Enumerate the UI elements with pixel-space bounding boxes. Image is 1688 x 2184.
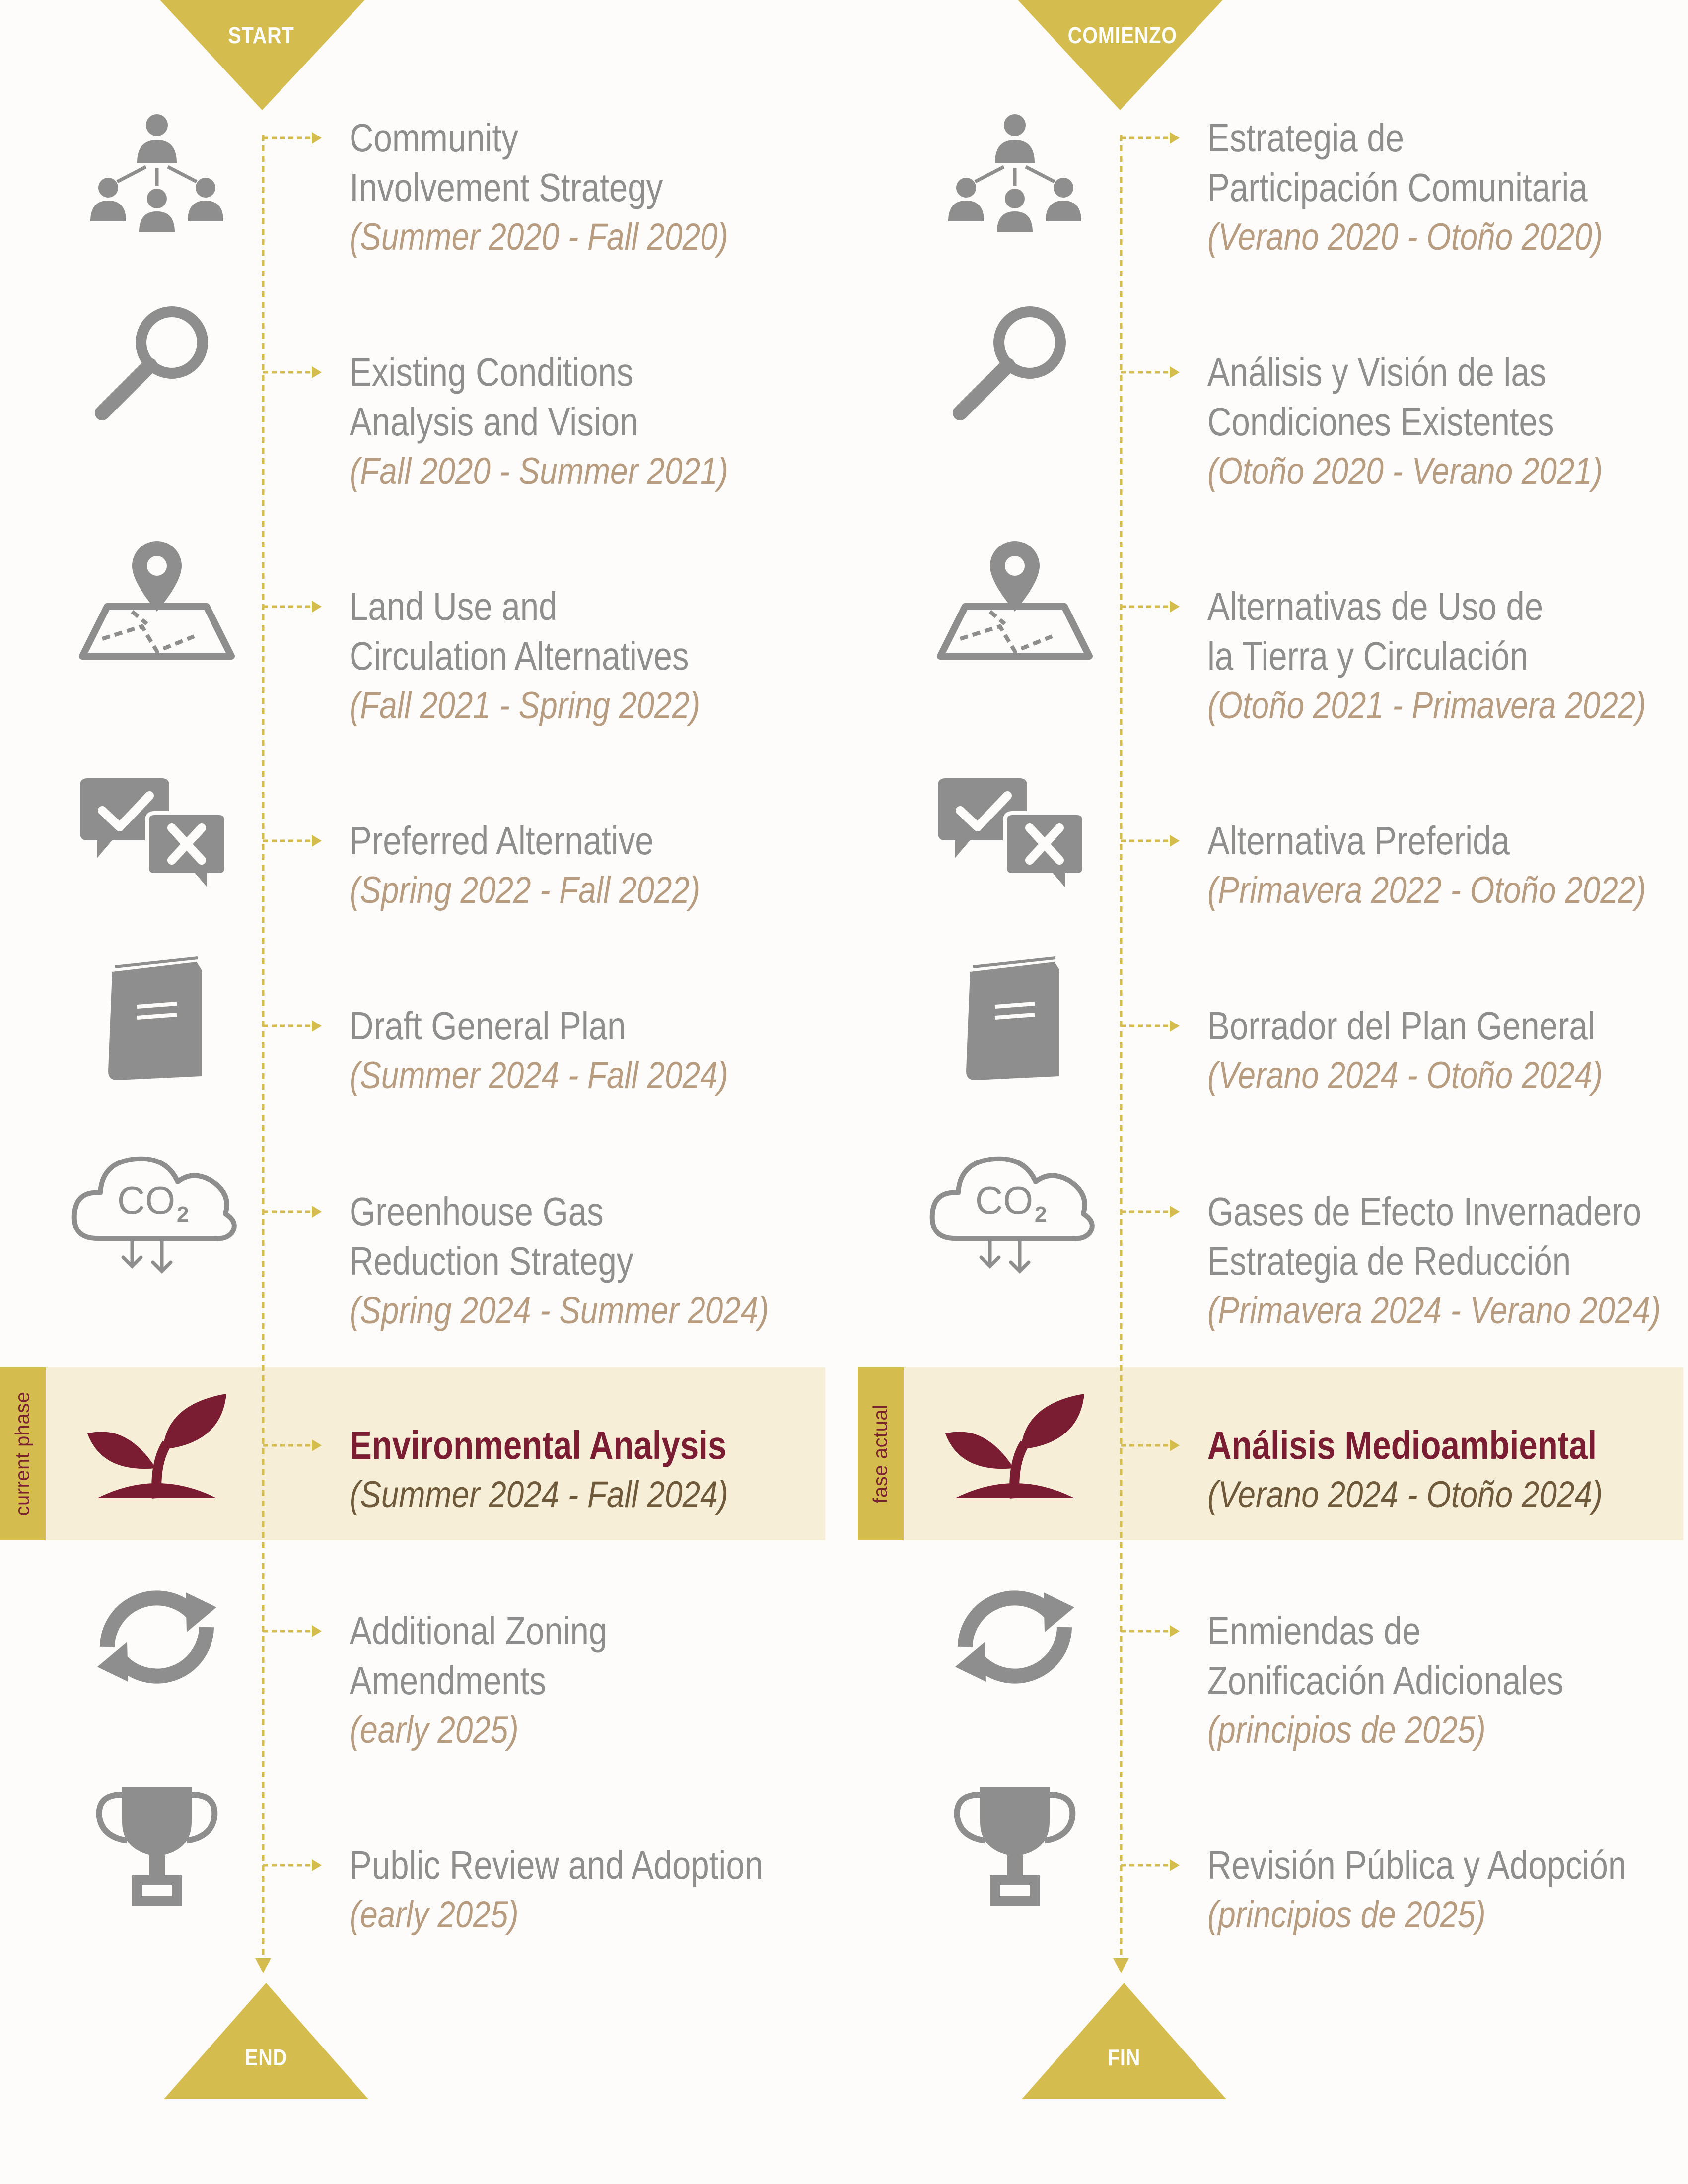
step-title: Alternativas de Uso de xyxy=(1207,584,1544,628)
step-date: (Spring 2022 - Fall 2022) xyxy=(350,869,701,911)
step-text xyxy=(350,113,841,262)
step-title: Public Review and Adoption xyxy=(350,1843,764,1887)
step-text xyxy=(350,1606,841,1755)
connector-arrowhead xyxy=(312,835,322,847)
svg-text:CO: CO xyxy=(117,1178,175,1222)
sprout-icon xyxy=(68,1384,246,1513)
current-phase-label: fase actual xyxy=(869,1404,892,1503)
connector-arrowhead xyxy=(312,1859,322,1871)
step-title: Alternativa Preferida xyxy=(1207,819,1510,863)
connector-arrowhead xyxy=(312,1439,322,1451)
check-x-bubbles-icon xyxy=(925,768,1104,897)
start-triangle xyxy=(1018,0,1223,110)
map-pin-icon xyxy=(925,537,1104,666)
step-title: Análisis y Visión de las xyxy=(1207,350,1547,394)
connector-arrowhead xyxy=(1170,1859,1180,1871)
connector-arrowhead xyxy=(1170,1206,1180,1218)
connector-arrowhead xyxy=(312,1625,322,1637)
magnifier-icon xyxy=(68,303,246,432)
step-title: la Tierra y Circulación xyxy=(1207,634,1529,678)
connector-arrowhead xyxy=(312,601,322,613)
step-text xyxy=(1207,1001,1688,1100)
step-title: Environmental Analysis xyxy=(350,1423,727,1467)
step-title: Amendments xyxy=(350,1658,546,1703)
connector-arrowhead xyxy=(1170,835,1180,847)
step-text xyxy=(1207,1606,1688,1755)
step-title: Draft General Plan xyxy=(350,1004,626,1048)
step-title: Gases de Efecto Invernadero xyxy=(1207,1189,1642,1233)
step-text xyxy=(1207,1187,1688,1336)
step-date: (Summer 2020 - Fall 2020) xyxy=(350,216,728,258)
step-text xyxy=(350,1421,841,1520)
map-pin-icon xyxy=(68,537,246,666)
step-date: (early 2025) xyxy=(350,1709,519,1751)
current-phase-label: current phase xyxy=(11,1391,34,1516)
step-text xyxy=(350,1841,841,1940)
step-text xyxy=(350,1187,841,1336)
co2-cloud-icon xyxy=(68,1139,246,1268)
step-text xyxy=(1207,347,1688,496)
step-date: (Fall 2020 - Summer 2021) xyxy=(350,450,728,492)
connector-arrowhead xyxy=(1170,1439,1180,1451)
step-title: Greenhouse Gas xyxy=(350,1189,604,1233)
timeline-arrowhead xyxy=(1113,1958,1129,1973)
timeline-arrowhead xyxy=(255,1958,271,1973)
step-title: Existing Conditions xyxy=(350,350,633,394)
trophy-icon xyxy=(68,1777,246,1906)
svg-text:2: 2 xyxy=(1035,1202,1047,1227)
step-title: Additional Zoning xyxy=(350,1609,608,1653)
connector-arrowhead xyxy=(312,1206,322,1218)
connector-arrowhead xyxy=(1170,1020,1180,1032)
end-label: END xyxy=(244,2045,288,2070)
step-title: Reduction Strategy xyxy=(350,1239,633,1283)
sprout-icon xyxy=(925,1384,1104,1513)
step-text xyxy=(1207,816,1688,915)
connector-arrowhead xyxy=(312,1020,322,1032)
connector-arrowhead xyxy=(1170,132,1180,144)
step-date: (Primavera 2024 - Verano 2024) xyxy=(1207,1290,1661,1332)
step-text xyxy=(1207,1841,1688,1940)
step-date: (Otoño 2020 - Verano 2021) xyxy=(1207,450,1603,492)
svg-text:CO: CO xyxy=(975,1178,1033,1222)
step-text xyxy=(350,347,841,496)
step-date: (Verano 2024 - Otoño 2024) xyxy=(1207,1054,1603,1096)
step-title: Circulation Alternatives xyxy=(350,634,689,678)
connector-arrowhead xyxy=(312,132,322,144)
step-title: Involvement Strategy xyxy=(350,165,663,209)
people-network-icon xyxy=(68,104,246,233)
step-text xyxy=(1207,1421,1688,1520)
step-title: Estrategia de xyxy=(1207,116,1404,160)
spanish-timeline xyxy=(858,0,1688,2184)
step-title: Zonificación Adicionales xyxy=(1207,1658,1564,1703)
step-title: Analysis and Vision xyxy=(350,400,638,444)
step-text xyxy=(1207,582,1688,731)
step-date: (Spring 2024 - Summer 2024) xyxy=(350,1290,769,1332)
end-triangle xyxy=(164,1983,368,2099)
start-label: COMIENZO xyxy=(1067,22,1177,48)
step-date: (Otoño 2021 - Primavera 2022) xyxy=(1207,684,1646,727)
step-title: Análisis Medioambiental xyxy=(1207,1423,1597,1467)
end-triangle xyxy=(1022,1983,1226,2099)
step-title: Revisión Pública y Adopción xyxy=(1207,1843,1627,1887)
connector-arrowhead xyxy=(1170,1625,1180,1637)
step-date: (principios de 2025) xyxy=(1207,1894,1486,1936)
cycle-arrows-icon xyxy=(68,1572,246,1702)
svg-text:2: 2 xyxy=(177,1202,189,1227)
connector-arrowhead xyxy=(1170,601,1180,613)
step-date: (Verano 2020 - Otoño 2020) xyxy=(1207,216,1603,258)
step-date: (Verano 2024 - Otoño 2024) xyxy=(1207,1474,1603,1516)
step-text xyxy=(350,816,841,915)
co2-cloud-icon xyxy=(925,1139,1104,1268)
connector-arrowhead xyxy=(312,366,322,378)
step-title: Land Use and xyxy=(350,584,558,628)
step-title: Enmiendas de xyxy=(1207,1609,1421,1653)
step-date: (Summer 2024 - Fall 2024) xyxy=(350,1474,728,1516)
start-triangle xyxy=(160,0,365,110)
step-date: (Fall 2021 - Spring 2022) xyxy=(350,684,701,727)
book-icon xyxy=(925,952,1104,1081)
step-title: Community xyxy=(350,116,518,160)
book-icon xyxy=(68,952,246,1081)
step-text xyxy=(350,1001,841,1100)
end-label: FIN xyxy=(1107,2045,1141,2070)
step-title: Borrador del Plan General xyxy=(1207,1004,1595,1048)
magnifier-icon xyxy=(925,303,1104,432)
step-title: Participación Comunitaria xyxy=(1207,165,1588,209)
step-title: Estrategia de Reducción xyxy=(1207,1239,1571,1283)
step-text xyxy=(1207,113,1688,262)
trophy-icon xyxy=(925,1777,1104,1906)
step-date: (Summer 2024 - Fall 2024) xyxy=(350,1054,728,1096)
step-date: (Primavera 2022 - Otoño 2022) xyxy=(1207,869,1646,911)
connector-arrowhead xyxy=(1170,366,1180,378)
cycle-arrows-icon xyxy=(925,1572,1104,1702)
people-network-icon xyxy=(925,104,1104,233)
step-text xyxy=(350,582,841,731)
step-title: Preferred Alternative xyxy=(350,819,654,863)
step-date: (principios de 2025) xyxy=(1207,1709,1486,1751)
step-date: (early 2025) xyxy=(350,1894,519,1936)
check-x-bubbles-icon xyxy=(68,768,246,897)
step-title: Condiciones Existentes xyxy=(1207,400,1554,444)
start-label: START xyxy=(228,22,294,48)
